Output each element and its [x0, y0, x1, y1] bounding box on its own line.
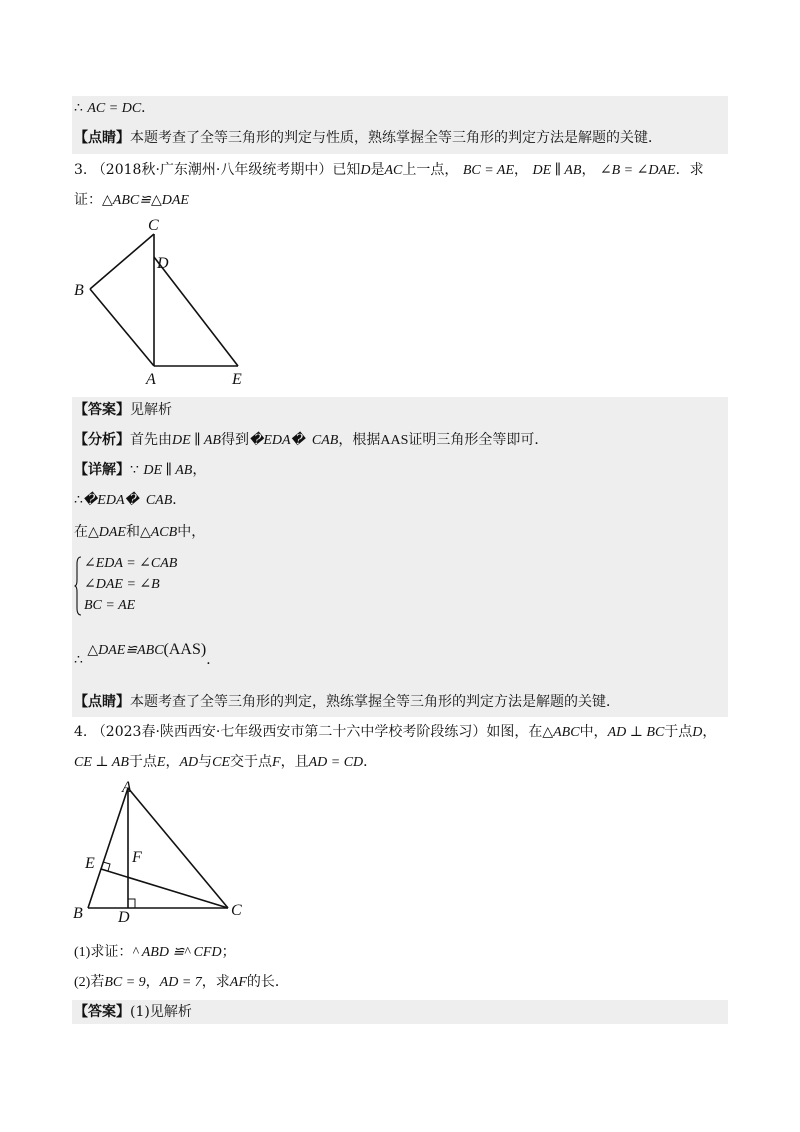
q3-conclusion-aas: (AAS) — [163, 641, 207, 658]
q3-text: 在 — [74, 524, 88, 540]
q3-source: （2018秋·广东潮州·八年级统考期中）已知 — [91, 162, 361, 178]
q4-part1-number: (1) — [74, 945, 91, 960]
q4-label-d: D — [118, 909, 130, 924]
therefore-symbol: ∴ — [74, 492, 83, 508]
period: ． — [141, 100, 156, 116]
q3-system-eq-2: ∠DAE = ∠B — [84, 577, 160, 592]
equation-ac-dc: AC = DC — [87, 101, 142, 116]
q3-answer-tag: 【答案】 — [74, 402, 130, 418]
q3-conclusion: △DAE≌ABC — [87, 643, 164, 658]
q3-xj-angles: �EDA� CAB — [82, 493, 173, 508]
q3-xiangjie-tag: 【详解】 — [74, 462, 130, 478]
q3-label-a: A — [146, 371, 156, 388]
q4-text: ； — [221, 944, 236, 960]
q4-text: 于点 — [664, 724, 693, 740]
therefore-symbol: ∴ — [74, 652, 83, 668]
q3-text: 证： — [74, 192, 102, 208]
q4-label-f: F — [132, 849, 142, 866]
q3-label-e: E — [232, 371, 242, 388]
q4-point-d: D — [692, 725, 703, 740]
q4-label-a: A — [122, 779, 132, 796]
q3-answer-text: 见解析 — [130, 402, 172, 418]
q4-part1-line — [74, 942, 236, 963]
period: ． — [206, 652, 221, 668]
q3-xj-therefore-line — [74, 490, 186, 511]
dianjing-text: 本题考查了全等三角形的判定与性质，熟练掌握全等三角形的判定方法是解题的关键． — [130, 130, 662, 146]
q3-dianjing-text: 本题考查了全等三角形的判定，熟练掌握全等三角形的判定方法是解题的关键． — [130, 694, 620, 710]
q4-part2-bc: BC = 9 — [104, 975, 146, 990]
q3-tri-acb: △ACB — [139, 525, 178, 540]
q4-text: ，求 — [201, 974, 230, 990]
q4-text: 中， — [579, 724, 608, 740]
q3-fenxi-aas: AAS — [380, 433, 409, 448]
q4-part2-line — [74, 972, 289, 993]
q3-dianjing-line — [74, 692, 620, 712]
therefore-line — [74, 98, 155, 119]
q3-fenxi-angles: �EDA� CAB — [248, 433, 339, 448]
dianjing-tag: 【点睛】 — [74, 130, 130, 146]
q4-text: 于点 — [128, 754, 157, 770]
q3-cond-angle: ∠B = ∠DAE — [599, 163, 676, 178]
q3-answer-line — [74, 400, 172, 420]
because-symbol: ∵ — [130, 462, 139, 478]
q3-in-line — [74, 522, 205, 543]
q4-label-c: C — [231, 902, 242, 919]
q4-ad-cd: AD = CD — [308, 755, 364, 770]
q3-number: 3. — [74, 162, 88, 178]
q4-part1-expr: ^ ABD ≌^ CFD — [132, 945, 222, 960]
q3-statement-line-1 — [74, 160, 704, 181]
q3-xj-de-ab: DE ∥ AB — [143, 463, 193, 478]
q4-answer-tag: 【答案】 — [74, 1004, 130, 1020]
q3-cond-bc-ae: BC = AE — [462, 163, 514, 178]
q4-text: ，且 — [280, 754, 309, 770]
q3-label-d: D — [157, 255, 169, 272]
q4-triangle-figure — [70, 778, 260, 924]
q4-part2-ad: AD = 7 — [159, 975, 202, 990]
q4-number: 4. — [74, 724, 88, 740]
q4-answer-text: (1)见解析 — [130, 1004, 192, 1020]
q4-comma: ， — [165, 754, 180, 770]
q3-fenxi-tag: 【分析】 — [74, 432, 130, 448]
q3-comma: ， — [192, 462, 207, 478]
q3-label-c: C — [148, 217, 159, 234]
q4-text: 的长． — [246, 974, 289, 990]
therefore-symbol: ∴ — [74, 100, 83, 116]
q4-text: 与 — [198, 754, 213, 770]
q4-text: 交于点 — [230, 754, 273, 770]
q4-ad-perp-bc: AD ⊥ BC — [607, 725, 665, 740]
q4-statement-line-2 — [74, 752, 377, 773]
q3-text: 和 — [125, 524, 140, 540]
q3-dianjing-tag: 【点睛】 — [74, 694, 130, 710]
q4-text: 若 — [90, 974, 105, 990]
q4-segment-ad: AD — [179, 755, 199, 770]
q4-label-e: E — [85, 855, 95, 872]
q3-tri-dae: △DAE — [88, 525, 126, 540]
q3-fenxi-text: 证明三角形全等即可． — [408, 432, 549, 448]
q3-text: 是 — [370, 162, 385, 178]
q3-goal: △ABC≌△DAE — [102, 193, 189, 208]
q3-point-d: D — [360, 163, 371, 178]
q4-text: 求证： — [90, 944, 133, 960]
q3-fenxi-text: ，根据 — [338, 432, 381, 448]
q3-triangle-figure — [70, 212, 260, 392]
q3-fenxi-line — [74, 430, 548, 451]
q4-point-e: E — [156, 755, 166, 770]
q4-comma: ， — [145, 974, 160, 990]
period: ． — [172, 492, 187, 508]
q3-fenxi-text: 首先由 — [130, 432, 172, 448]
q3-fenxi-de-ab: DE ∥ AB — [172, 433, 221, 448]
q3-comma: ， — [514, 162, 528, 178]
q4-tri-abc: △ABC — [542, 725, 580, 740]
q3-text: ．求 — [675, 162, 704, 178]
q4-label-b: B — [73, 905, 83, 922]
q3-text: 中， — [177, 524, 206, 540]
q4-answer-line — [74, 1002, 192, 1022]
q3-label-b: B — [74, 282, 84, 299]
dianjing-line-1 — [74, 128, 662, 148]
q3-comma: ， — [581, 162, 596, 178]
q3-conclusion-line — [74, 641, 221, 671]
q4-source: （2023春·陕西西安·七年级西安市第二十六中学校考阶段练习）如图，在 — [91, 724, 543, 740]
q4-ce-perp-ab: CE ⊥ AB — [74, 755, 129, 770]
period: ． — [363, 754, 378, 770]
q4-comma: ， — [702, 724, 717, 740]
system-brace — [74, 556, 82, 616]
q3-text: 上一点， — [402, 162, 459, 178]
q3-xiangjie-line — [74, 460, 206, 481]
q3-segment-ac: AC — [384, 163, 403, 178]
q4-statement-line-1 — [74, 722, 716, 743]
q3-fenxi-text: 得到 — [220, 432, 249, 448]
q4-part2-af: AF — [229, 975, 247, 990]
q4-segment-ce: CE — [212, 755, 231, 770]
q3-system-eq-3: BC = AE — [84, 598, 136, 613]
q4-point-f: F — [272, 755, 281, 770]
q3-system-eq-1: ∠EDA = ∠CAB — [84, 556, 178, 571]
q4-part2-number: (2) — [74, 975, 91, 990]
q3-cond-de-ab: DE ∥ AB — [532, 163, 582, 178]
q3-statement-line-2 — [74, 190, 189, 211]
